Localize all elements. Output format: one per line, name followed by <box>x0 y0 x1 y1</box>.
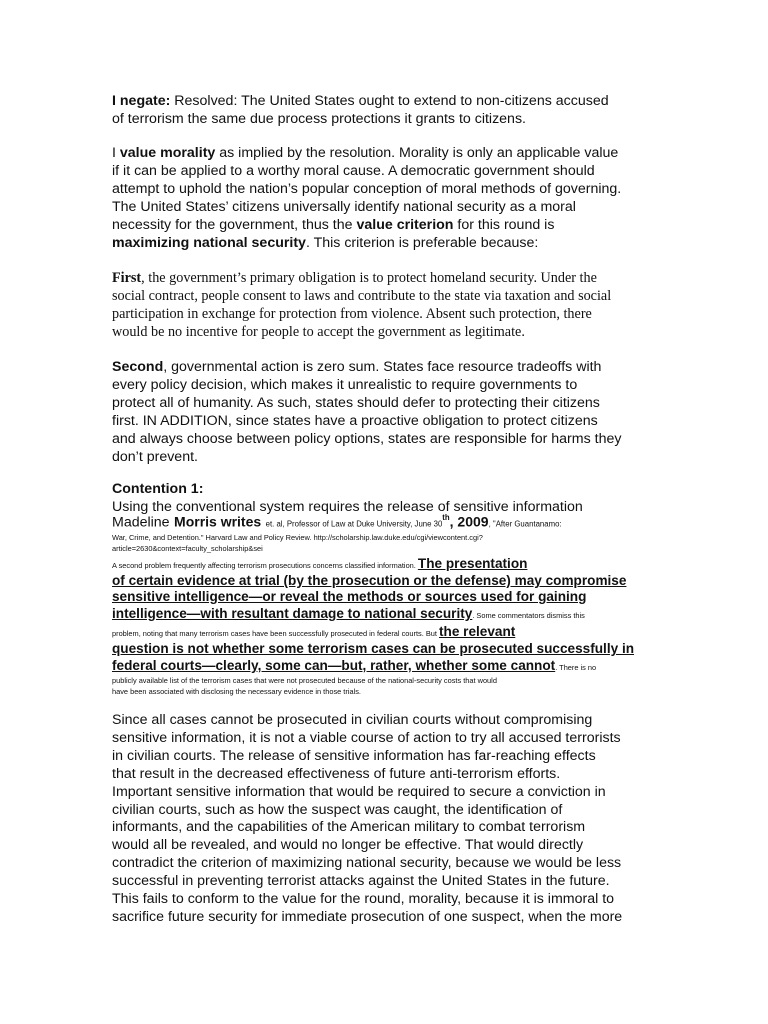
thesis-paragraph: I negate: Resolved: The United States ought to extend to non-citizens accused of terrorism the same due process protections it grants to citizens. <box>112 93 609 127</box>
second-paragraph: Second, governmental action is zero sum. States face resource tradeoffs with every policy decision, which makes it unrealistic to require governments to protect all of humanity. As such, states should defer to protecting their citizens first. IN ADDITION, since states have a proactive obligation to protect citizens and always choose between policy options, states are responsible for harms they don’t prevent. <box>112 359 622 465</box>
value-paragraph: I value morality as implied by the resolution. Morality is only an applicable value if it can be applied to a worthy moral cause. A democratic government should attempt to uphold the nation’s popular conception of moral methods of governing. The United States’ citizens universally identify national security as a moral necessity for the government, thus the value criterion for this round is maximizing national security. This criterion is preferable because: <box>112 145 622 251</box>
card-citation: Madeline Morris writes et. al, Professor of Law at Duke University, June 30th, 2009, "After Guantanamo: War, Crime, and Detention." Harvard Law and Policy Review. http://scholarship.law.duke.edu/cgi/viewcontent.cgi? article=2630&context=faculty_scholarship&sei <box>112 513 562 554</box>
card-evidence: A second problem frequently affecting terrorism prosecutions concerns classified information. The presentation of certain evidence at trial (by the prosecution or the defense) may compromise sensitive intelligence—or reveal the methods or sources used for gaining intelligence—with resultant damage to national security. Some commentators dismiss this problem, noting that many terrorism cases have been successfully prosecuted in federal courts. But the relevant question is not whether some terrorism cases can be prosecuted successfully in federal courts—clearly, some can—but, rather, whether some cannot. There is no publicly available list of the terrorism cases that were not prosecuted because of the national-security costs that would have been associated with disclosing the necessary evidence in those trials. <box>112 556 635 696</box>
negate-label: I negate: <box>112 93 171 109</box>
analysis-paragraph: Since all cases cannot be prosecuted in civilian courts without compromising sensitive information, it is not a viable course of action to try all accused terrorists in civilian courts. The release of sensitive information has far-reaching effects that result in the decreased effectiveness of future anti-terrorism efforts. Important sensitive information that would be required to secure a conviction in civilian courts, such as how the suspect was caught, the identification of informants, and the capabilities of the American military to combat terrorism would all be revealed, and would no longer be effective. That would directly contradict the criterion of maximizing national security, because we would be less successful in preventing terrorist attacks against the United States in the future. This fails to conform to the value for the round, morality, because it is immoral to sacrifice future security for immediate prosecution of one suspect, when the more <box>112 712 623 925</box>
first-paragraph: First, the government’s primary obligation is to protect homeland security. Under the social contract, people consent to laws and contribute to the state via taxation and social participation in exchange for protection from violence. Absent such protection, there would be no incentive for people to accept the government as legitimate. <box>112 270 612 340</box>
contention-header <box>112 481 662 517</box>
contention-title: Contention 1: <box>112 481 204 497</box>
contention-tag: Using the conventional system requires the release of sensitive information <box>112 498 583 515</box>
